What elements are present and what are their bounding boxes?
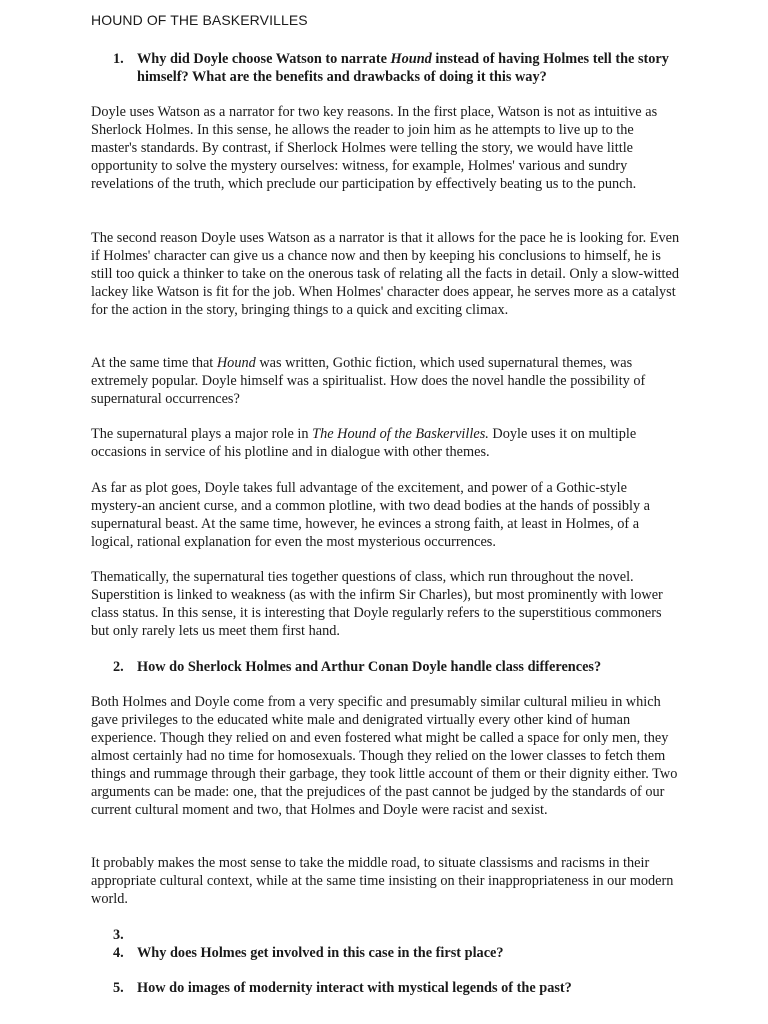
question-1 — [113, 50, 683, 86]
paragraph-italic: Hound — [216, 355, 256, 371]
question-4 — [113, 944, 683, 962]
paragraph-7: Both Holmes and Doyle come from a very specific and presumably similar cultural milieu in which gave privileges to the educated white male and denigrated virtually every other kind of human experience. Though they relied on and even fostered what might be called a space for only men, they almost certainly had no time for homosexuals. Though they relied on the lower classes to fetch them things and rummage through their garbage, they took little account of them or their dignity either. Two arguments can be made: one, that the prejudices of the past cannot be judged by the standards of our current cultural moment and two, that Holmes and Doyle were racist and sexist. — [91, 694, 678, 818]
question-number: 5. — [113, 980, 124, 996]
paragraph-4 — [91, 425, 681, 461]
question-text-part: instead of having Holmes tell the story himself? What are the benefits and drawbacks of doing it this way? — [137, 51, 669, 85]
question-number: 2. — [113, 659, 124, 675]
question-number: 3. — [113, 927, 124, 943]
paragraph-text-part: The supernatural plays a major role in — [91, 426, 313, 442]
paragraph-8: It probably makes the most sense to take the middle road, to situate classisms and racisms in their appropriate cultural context, while at the same time insisting on their inappropriateness in our modern world. — [91, 855, 674, 907]
question-text — [137, 50, 683, 86]
paragraph-text-part: was written, Gothic fiction, which used supernatural themes, was extremely popular. Doyle himself was a spiritualist. How does the novel handle the possibility of supernatural occurrences? — [91, 355, 646, 407]
paragraph-1: Doyle uses Watson as a narrator for two key reasons. In the first place, Watson is not as intuitive as Sherlock Holmes. In this sense, he allows the reader to join him as he attempts to live up to the master's standards. By contrast, if Sherlock Holmes were telling the story, we would have little opportunity to solve the mystery ourselves: witness, for example, Holmes' various and sundry revelations of the truth, which preclude our participation by effectively beating us to the punch. — [91, 104, 658, 192]
paragraph-text-part: At the same time that — [91, 355, 217, 371]
paragraph-italic: The Hound of the Baskervilles. — [312, 426, 489, 442]
question-text-part: Why did Doyle choose Watson to narrate — [137, 51, 391, 67]
question-text: Why does Holmes get involved in this case in the first place? — [137, 945, 504, 961]
question-text: How do Sherlock Holmes and Arthur Conan Doyle handle class differences? — [137, 659, 602, 675]
question-number: 1. — [113, 51, 124, 67]
document-title: HOUND OF THE BASKERVILLES — [91, 12, 308, 28]
question-text: How do images of modernity interact with mystical legends of the past? — [137, 980, 572, 996]
question-5 — [113, 979, 683, 997]
paragraph-3 — [91, 354, 681, 408]
question-title-italic: Hound — [390, 51, 432, 67]
question-2 — [113, 658, 683, 676]
paragraph-5: As far as plot goes, Doyle takes full advantage of the excitement, and power of a Gothic-style mystery-an ancient curse, and a common plotline, with two dead bodies at the hands of possibly a supernatural beast. At the same time, however, he evinces a strong faith, at least in Holmes, of a logical, rational explanation for even the most mysterious occurrences. — [91, 480, 651, 550]
paragraph-text-part: Doyle uses it on multiple occasions in service of his plotline and in dialogue with other themes. — [91, 426, 637, 460]
question-number: 4. — [113, 945, 124, 961]
paragraph-6: Thematically, the supernatural ties together questions of class, which run throughout the novel. Superstition is linked to weakness (as with the infirm Sir Charles), but most prominently with lower class status. In this sense, it is interesting that Doyle regularly refers to the superstitious commoners but only rarely lets us meet them first hand. — [91, 569, 663, 639]
paragraph-2: The second reason Doyle uses Watson as a narrator is that it allows for the pace he is looking for. Even if Holmes' character can give us a chance now and then by keeping his conclusions to himself, he is still too quick a thinker to take on the onerous task of relating all the facts in detail. Only a slow-witted lackey like Watson is fit for the job. When Holmes' character does appear, he serves more as a catalyst for the action in the story, bringing things to a quick and exciting climax. — [91, 230, 680, 318]
